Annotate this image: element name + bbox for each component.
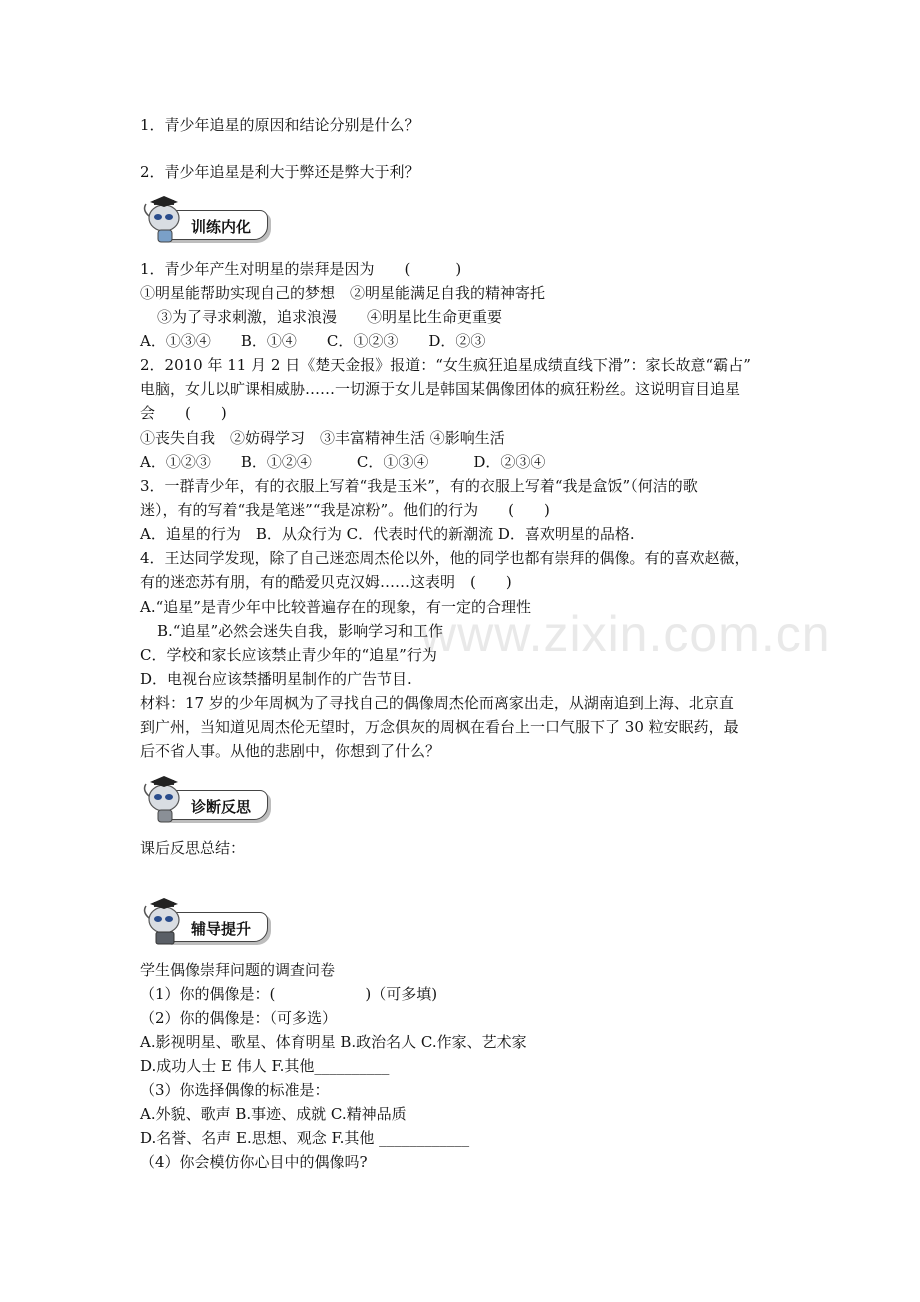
- robot-mascot-icon: [140, 776, 190, 828]
- survey-title: 学生偶像崇拜问题的调查问卷: [140, 961, 336, 979]
- training-line: A．追星的行为 B．从众行为 C．代表时代的新潮流 D．喜欢明星的品格.: [140, 525, 635, 543]
- survey-line: （2）你的偶像是：（可多选）: [140, 1009, 338, 1027]
- training-line: 2．2010 年 11 月 2 日《楚天金报》报道：“女生疯狂追星成绩直线下滑”：家长故意“霸占”: [140, 356, 751, 374]
- section-badge-guidance: [140, 898, 270, 950]
- training-line: 1．青少年产生对明星的崇拜是因为 ( ): [140, 260, 462, 278]
- survey-line: A.外貌、歌声 B.事迹、成就 C.精神品质: [140, 1105, 407, 1123]
- training-line: ①丧失自我 ②妨碍学习 ③丰富精神生活 ④影响生活: [140, 429, 505, 447]
- section-title: 诊断反思: [191, 798, 252, 816]
- watermark: www.zixin.com.cn: [420, 606, 831, 662]
- training-line: 4．王达同学发现，除了自己迷恋周杰伦以外，他的同学也都有崇拜的偶像。有的喜欢赵薇，: [140, 549, 750, 567]
- training-line: 3．一群青少年，有的衣服上写着“我是玉米”，有的衣服上写着“我是盒饭”（何洁的歌: [140, 477, 698, 495]
- survey-line: D.名誉、名声 E.思想、观念 F.其他 ____________: [140, 1129, 470, 1147]
- training-line: A.“追星”是青少年中比较普遍存在的现象，有一定的合理性: [140, 598, 531, 616]
- training-line: 到广州，当知道见周杰伦无望时，万念俱灰的周枫在看台上一口气服下了 30 粒安眠药，最: [140, 718, 739, 736]
- survey-line: （1）你的偶像是：( )（可多填): [140, 985, 438, 1003]
- section-badge-diagnosis: [140, 776, 270, 828]
- survey-line: D.成功人士 E 伟人 F.其他__________: [140, 1057, 390, 1075]
- training-line: 电脑，女儿以旷课相威胁……一切源于女儿是韩国某偶像团体的疯狂粉丝。这说明盲目追星: [140, 380, 741, 398]
- training-line: A．①③④ B．①④ C．①②③ D．②③: [140, 332, 486, 350]
- training-line: 有的迷恋苏有朋，有的酷爱贝克汉姆……这表明 ( ): [140, 573, 512, 591]
- section-title: 训练内化: [191, 218, 252, 236]
- training-line: A．①②③ B．①②④ C．①③④ D．②③④: [140, 453, 546, 471]
- training-line: D．电视台应该禁播明星制作的广告节目.: [140, 670, 412, 688]
- question-line: 1．青少年追星的原因和结论分别是什么？: [140, 116, 420, 134]
- survey-line: （3）你选择偶像的标准是：: [140, 1081, 330, 1099]
- robot-mascot-icon: [140, 898, 190, 950]
- question-line: 2．青少年追星是利大于弊还是弊大于利？: [140, 163, 420, 181]
- section-title: 辅导提升: [191, 920, 252, 938]
- diagnosis-text: 课后反思总结：: [140, 839, 246, 857]
- survey-line: A.影视明星、歌星、体育明星 B.政治名人 C.作家、艺术家: [140, 1033, 527, 1051]
- survey-line: （4）你会模仿你心目中的偶像吗?: [140, 1153, 368, 1171]
- section-badge-training: [140, 196, 270, 248]
- training-line: 材料：17 岁的少年周枫为了寻找自己的偶像周杰伦而离家出走，从湖南追到上海、北京直: [140, 694, 734, 712]
- robot-mascot-icon: [140, 196, 190, 248]
- training-line: 后不省人事。从他的悲剧中，你想到了什么？: [140, 742, 441, 760]
- training-line: C．学校和家长应该禁止青少年的“追星”行为: [140, 646, 437, 664]
- training-line: ③为了寻求刺激，追求浪漫 ④明星比生命更重要: [157, 308, 503, 326]
- training-line: 迷），有的写着“我是笔迷”“我是凉粉”。他们的行为 ( ): [140, 501, 550, 519]
- training-line: 会 ( ): [140, 404, 227, 422]
- training-line: ①明星能帮助实现自己的梦想 ②明星能满足自我的精神寄托: [140, 284, 546, 302]
- training-line: B.“追星”必然会迷失自我，影响学习和工作: [157, 622, 444, 640]
